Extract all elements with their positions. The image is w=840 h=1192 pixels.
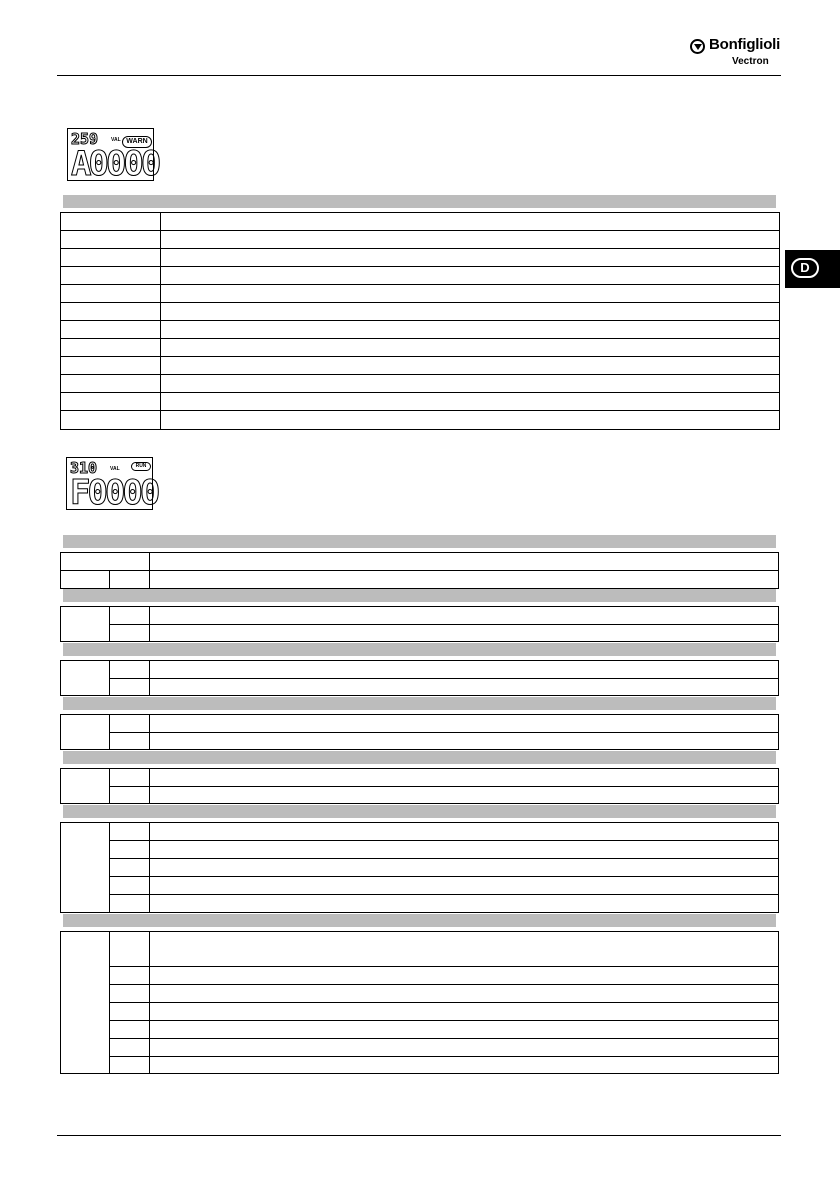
brand-sub: Vectron bbox=[732, 56, 769, 67]
table-row bbox=[60, 570, 779, 589]
fault-group-band bbox=[63, 751, 776, 764]
table-row bbox=[60, 320, 780, 339]
fault-table-header bbox=[63, 535, 776, 548]
table-row bbox=[60, 212, 780, 231]
lcd-display-warning bbox=[67, 128, 159, 184]
lcd-val-label: VAL bbox=[110, 466, 120, 472]
footer-rule bbox=[57, 1135, 781, 1136]
lcd-status-pill: RUN bbox=[131, 462, 151, 471]
lcd-param-number: 259 bbox=[71, 130, 99, 148]
table-row bbox=[60, 410, 780, 430]
table-row bbox=[60, 266, 780, 285]
table-row bbox=[60, 338, 780, 357]
language-tab-label: D bbox=[791, 258, 819, 278]
fault-group bbox=[60, 822, 779, 913]
table-row bbox=[60, 248, 780, 267]
fault-group bbox=[60, 768, 779, 804]
fault-group bbox=[60, 931, 779, 1074]
lcd-code: A0000 bbox=[71, 144, 159, 184]
brand-name: Bonfiglioli bbox=[709, 36, 781, 53]
bonfiglioli-logo-icon bbox=[690, 39, 705, 54]
fault-group-band bbox=[63, 589, 776, 602]
table-row bbox=[60, 392, 780, 411]
lcd-param-number: 310 bbox=[70, 459, 98, 477]
bonfiglioli-logo bbox=[687, 36, 787, 70]
fault-group-band bbox=[63, 805, 776, 818]
lcd-display-fault bbox=[66, 457, 158, 513]
table-row bbox=[60, 552, 779, 571]
fault-group-band bbox=[63, 643, 776, 656]
fault-group bbox=[60, 714, 779, 750]
table-row bbox=[60, 230, 780, 249]
fault-group-band bbox=[63, 697, 776, 710]
lcd-status-pill: WARN bbox=[122, 136, 152, 148]
fault-group bbox=[60, 606, 779, 642]
warning-table-header bbox=[63, 195, 776, 208]
table-row bbox=[60, 374, 780, 393]
fault-group bbox=[60, 660, 779, 696]
fault-group-band bbox=[63, 914, 776, 927]
table-row bbox=[60, 356, 780, 375]
table-row bbox=[60, 284, 780, 303]
header-rule bbox=[57, 75, 781, 76]
language-tab bbox=[785, 250, 840, 288]
lcd-code: F0000 bbox=[70, 473, 158, 513]
lcd-val-label: VAL bbox=[111, 137, 121, 143]
table-row bbox=[60, 302, 780, 321]
